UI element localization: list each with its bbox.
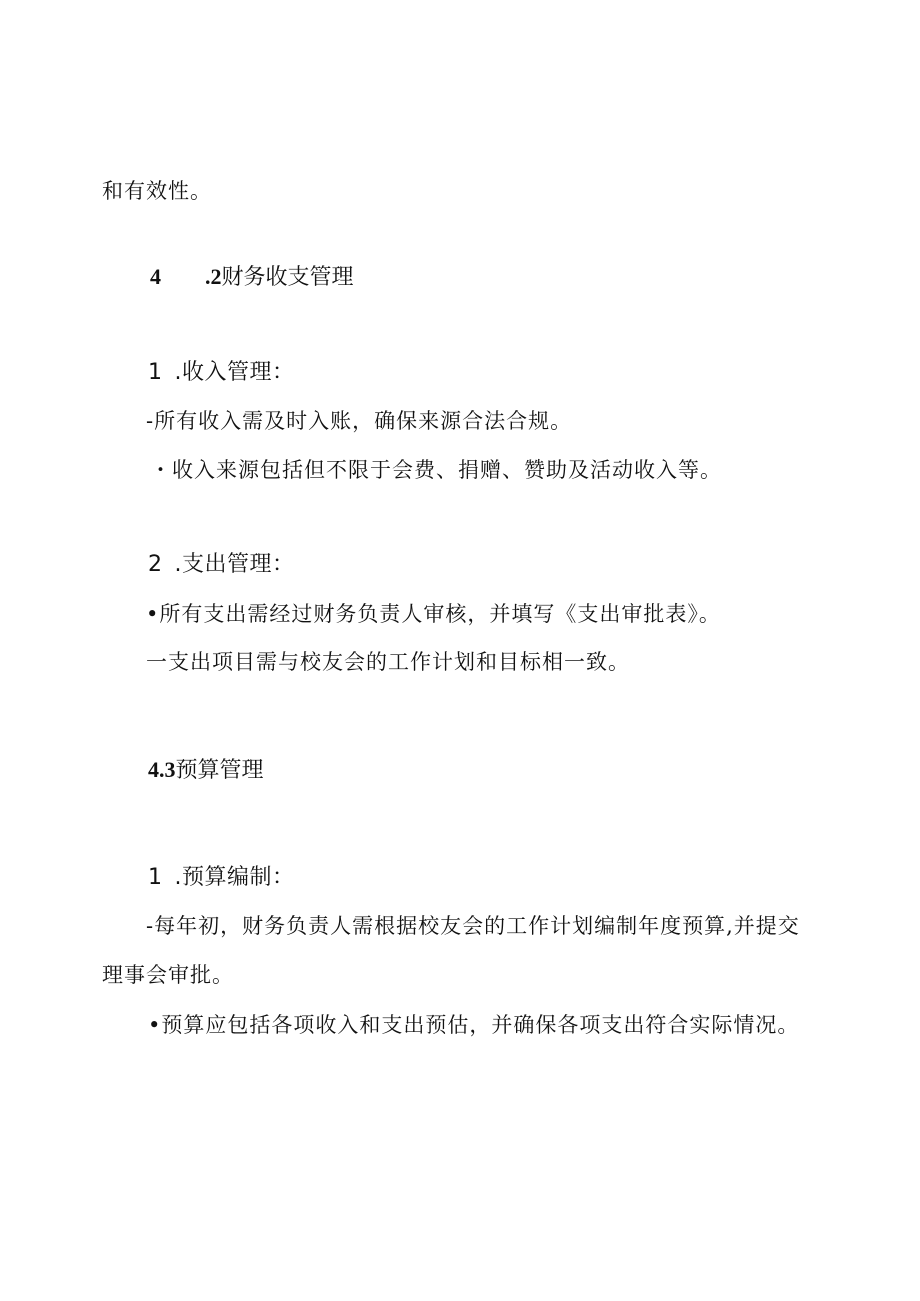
expense-item-2: 一支出项目需与校友会的工作计划和目标相一致。 [146, 650, 630, 674]
section-heading-4-3 [148, 756, 264, 785]
budget-item-2: •预算应包括各项收入和支出预估，并确保各项支出符合实际情况。 [148, 1013, 800, 1037]
section-heading-4-2 [150, 263, 354, 292]
expense-item-1: •所有支出需经过财务负责人审核，并填写《支出审批表》。 [146, 602, 721, 626]
subheading-budget [148, 864, 295, 892]
subheading-number: 2 [148, 552, 163, 577]
subheading-label: .预算编制： [174, 865, 295, 890]
income-item-1: -所有收入需及时入账，确保来源合法合规。 [146, 409, 573, 433]
subheading-number: 1 [148, 360, 163, 385]
subheading-expense [148, 551, 295, 579]
paragraph-continuation: 和有效性。 [102, 179, 212, 203]
budget-item-1-line-2: 理事会审批。 [102, 963, 234, 987]
budget-item-1-line-1: -每年初，财务负责人需根据校友会的工作计划编制年度预算,并提交 [146, 914, 800, 938]
income-item-2: ・收入来源包括但不限于会费、捐赠、赞助及活动收入等。 [150, 458, 722, 482]
section-title: 财务收支管理 [221, 265, 354, 290]
subheading-label: .支出管理： [174, 552, 295, 577]
subheading-income [148, 359, 295, 387]
subheading-label: .收入管理： [174, 360, 295, 385]
section-number: 4 [150, 264, 161, 289]
section-title: 预算管理 [175, 758, 264, 783]
section-number: 4.3 [148, 757, 176, 782]
subheading-number: 1 [148, 865, 163, 890]
section-number-suffix: .2 [205, 264, 222, 289]
